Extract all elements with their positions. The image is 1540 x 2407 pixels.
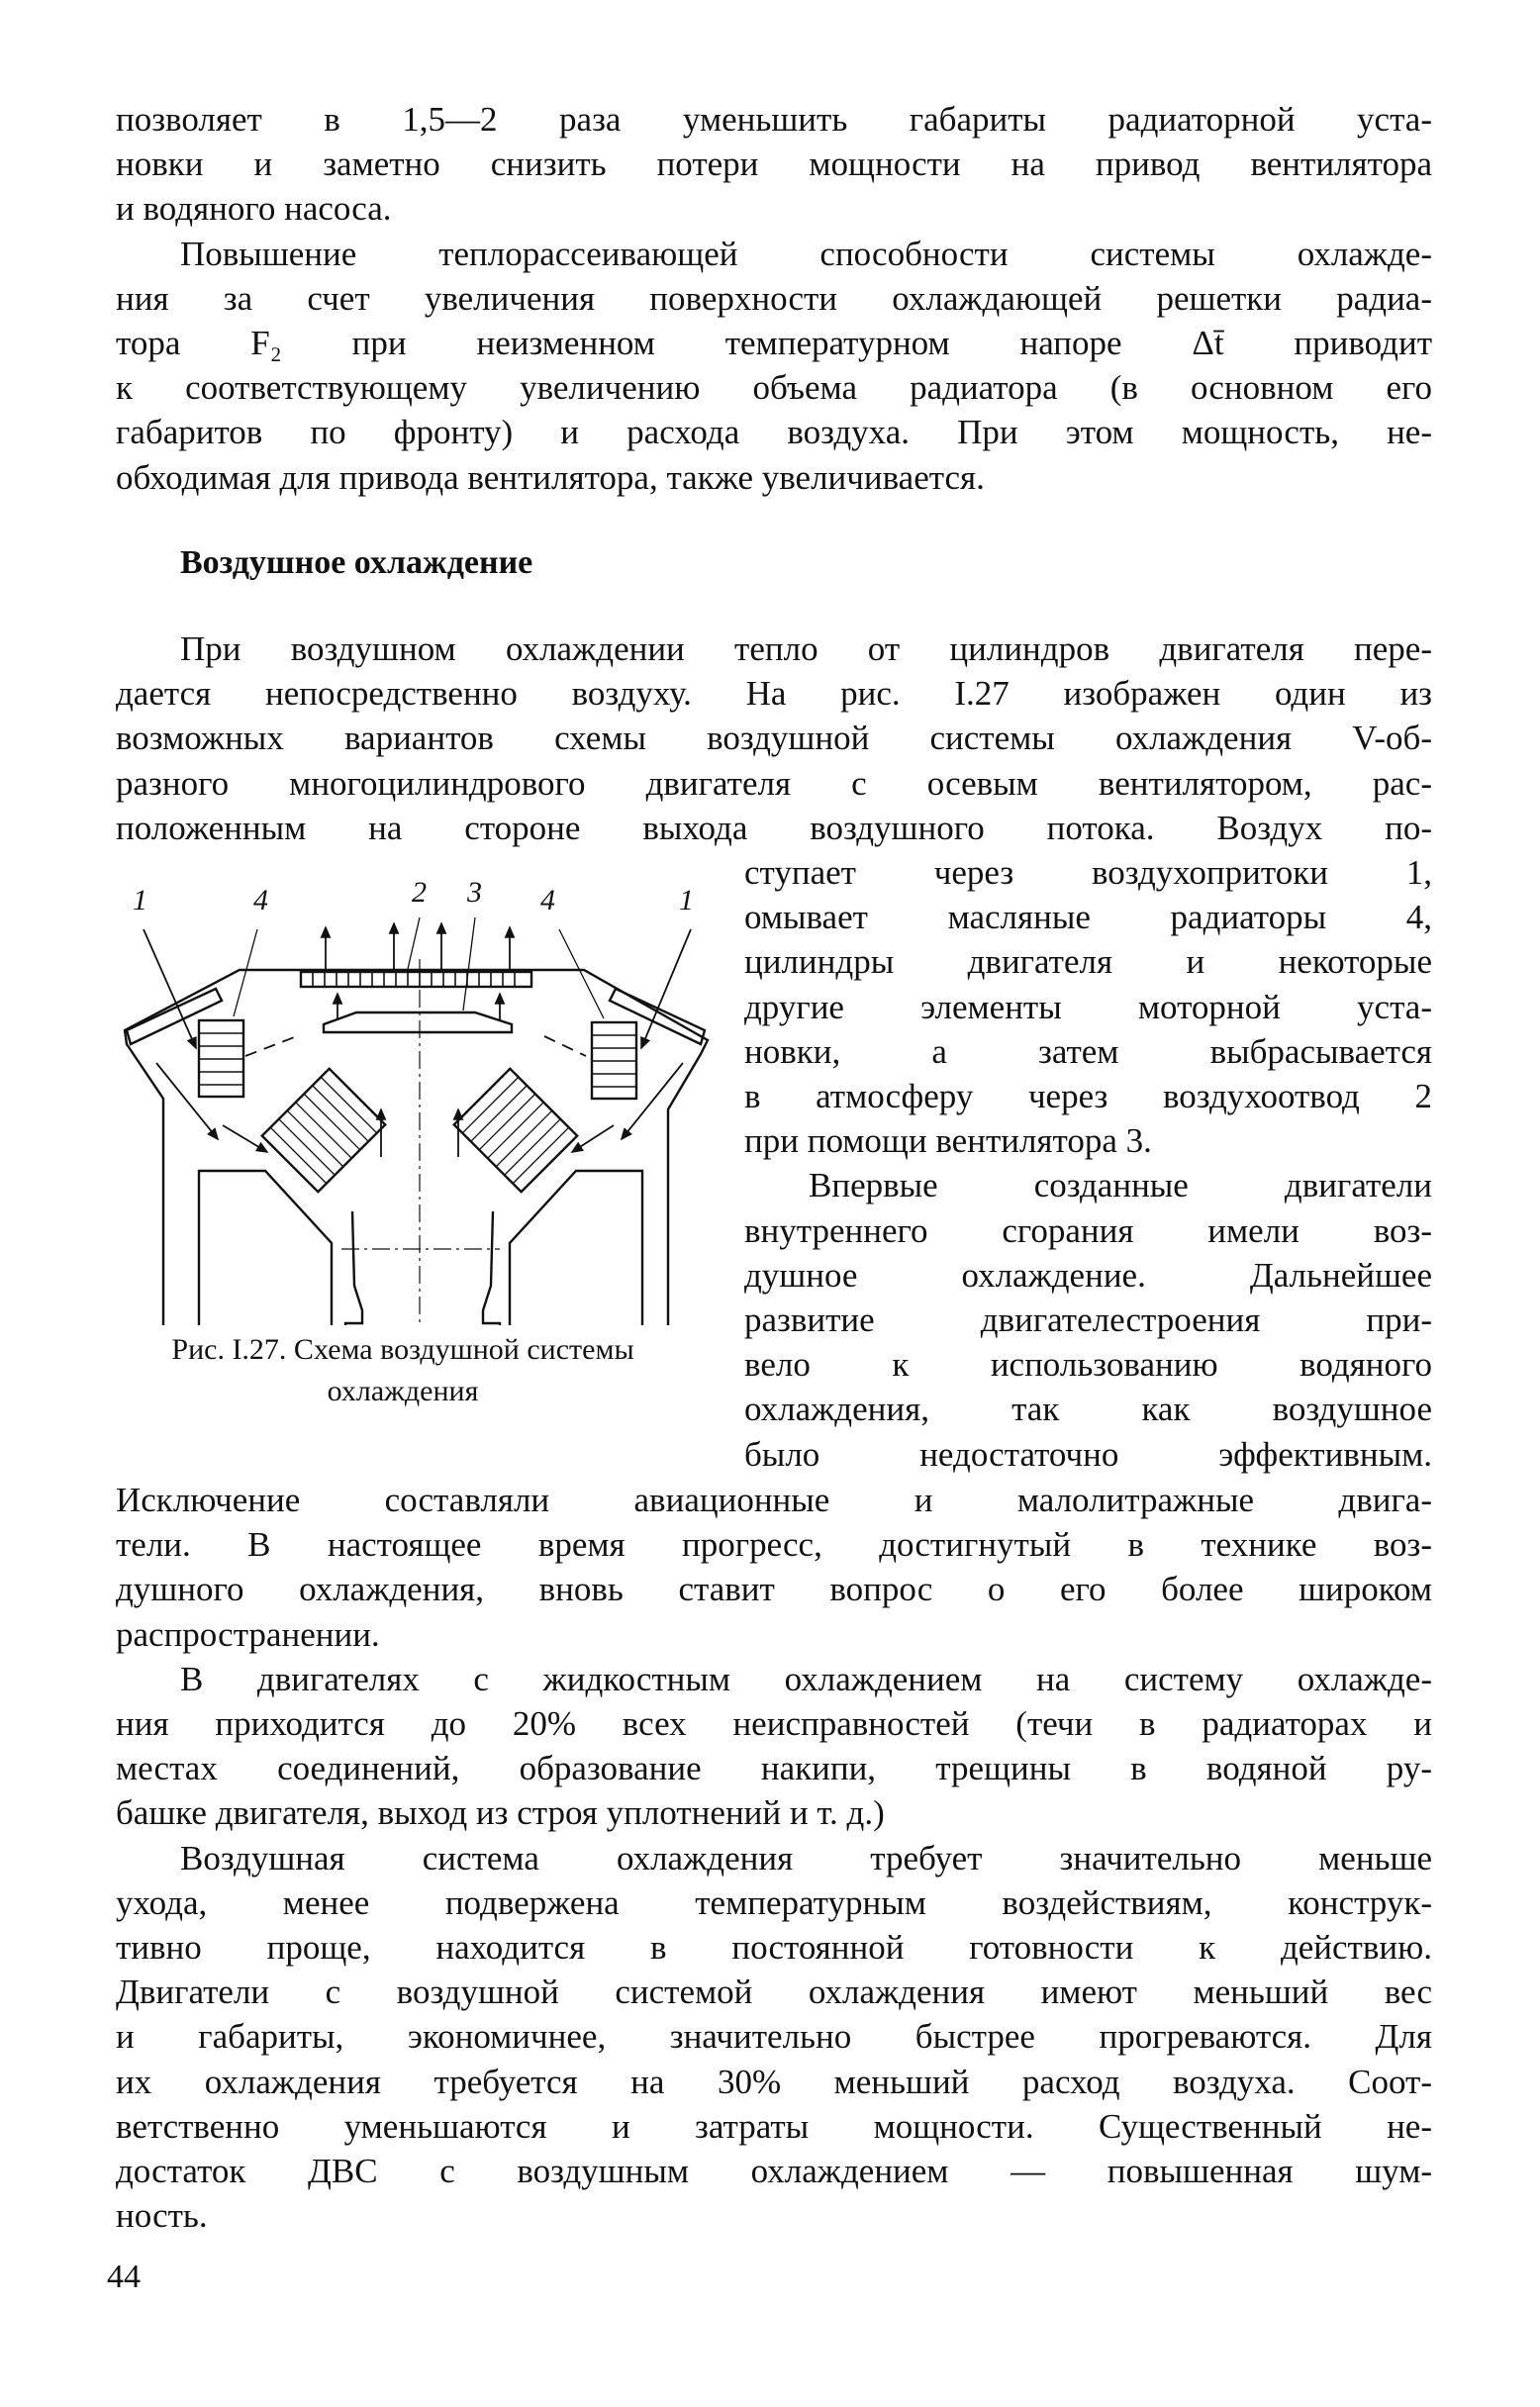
text-line: габаритов по фронту) и расхода воздуха. При этом мощность, не- bbox=[116, 413, 1432, 452]
paragraph bbox=[744, 850, 1432, 1163]
left-crankcase-box bbox=[199, 1171, 332, 1325]
text-line: Повышение теплорассеивающей способности системы охлажде- bbox=[180, 234, 1432, 273]
text-line: ния за счет увеличения поверхности охлаждающей решетки радиа- bbox=[116, 278, 1432, 318]
text-line: разного многоцилиндрового двигателя с осевым вентилятором, рас- bbox=[116, 763, 1432, 803]
text-line: Впервые созданные двигатели bbox=[809, 1166, 1432, 1205]
text-line: Исключение составляли авиационные и малолитражные двига- bbox=[116, 1481, 1432, 1520]
text-line: вело к использованию водяного bbox=[744, 1345, 1432, 1385]
text-line: тели. В настоящее время прогресс, достигнутый в технике воз- bbox=[116, 1525, 1432, 1565]
text-line: было недостаточно эффективным. bbox=[744, 1434, 1432, 1474]
paragraph bbox=[116, 1657, 1432, 1836]
text-line: позволяет в 1,5—2 раза уменьшить габариты радиаторной уста- bbox=[116, 100, 1432, 139]
figure-row bbox=[116, 850, 1432, 1478]
text-line: тивно проще, находится в постоянной готовности к действию. bbox=[116, 1928, 1432, 1968]
text-line: башке двигателя, выход из строя уплотнений и т. д.) bbox=[116, 1793, 885, 1833]
text-line: Воздушная система охлаждения требует значительно меньше bbox=[180, 1838, 1432, 1877]
text-line: развитие двигателестроения при- bbox=[744, 1300, 1432, 1340]
paragraph bbox=[116, 97, 1432, 232]
paragraph bbox=[116, 1836, 1432, 2239]
text-line: в атмосферу через воздухоотвод 2 bbox=[744, 1077, 1432, 1116]
text-line: дается непосредственно воздуху. На рис. I.27 изображен один из bbox=[116, 674, 1432, 714]
text-line: ступает через воздухопритоки 1, bbox=[744, 853, 1432, 893]
text-line: новки и заметно снизить потери мощности на привод вентилятора bbox=[116, 144, 1432, 184]
text-line: обходимая для привода вентилятора, также увеличивается. bbox=[116, 457, 985, 497]
text-line: ухода, менее подвержена температурным воздействиям, конструк- bbox=[116, 1882, 1432, 1922]
right-cylinder bbox=[454, 1069, 577, 1192]
page-number: 44 bbox=[107, 2259, 141, 2295]
text-line: возможных вариантов схемы воздушной системы охлаждения V-об- bbox=[116, 719, 1432, 758]
text-line: ветственно уменьшаются и затраты мощности. Существенный не- bbox=[116, 2106, 1432, 2146]
text-line: к соответствующему увеличению объема радиатора (в основном его bbox=[116, 368, 1432, 408]
figure-label: 4 bbox=[540, 884, 555, 917]
paragraph bbox=[116, 626, 1432, 850]
text-line: достаток ДВС с воздушным охлаждением — повышенная шум- bbox=[116, 2152, 1432, 2191]
text-line: ность. bbox=[116, 2196, 208, 2236]
figure-caption bbox=[111, 1329, 695, 1412]
text-line: новки, а затем выбрасывается bbox=[744, 1031, 1432, 1071]
figure bbox=[116, 850, 744, 1478]
text-line: охлаждения, так как воздушное bbox=[744, 1390, 1432, 1429]
figure-label: 1 bbox=[679, 884, 694, 917]
figure-label: 4 bbox=[253, 884, 268, 917]
fan bbox=[324, 1012, 512, 1032]
text-line: местах соединений, образование накипи, трещины в водяной ру- bbox=[116, 1749, 1432, 1788]
text-line: цилиндры двигателя и некоторые bbox=[744, 942, 1432, 982]
paragraph bbox=[116, 1478, 1432, 1657]
air-cooling-diagram bbox=[99, 850, 722, 1325]
text-line: при помощи вентилятора 3. bbox=[744, 1121, 1152, 1161]
text-line: душного охлаждения, вновь ставит вопрос о его более широком bbox=[116, 1570, 1432, 1609]
text-line: и габариты, экономичнее, значительно быстрее прогреваются. Для bbox=[116, 2017, 1432, 2057]
text-line: душное охлаждение. Дальнейшее bbox=[744, 1255, 1432, 1295]
text-line: омывает масляные радиаторы 4, bbox=[744, 898, 1432, 937]
text-line: тора F₂ при неизменном температурном напоре Δt̄ приводит bbox=[116, 324, 1432, 363]
text-line: другие элементы моторной уста- bbox=[744, 987, 1432, 1026]
air-outlet-grille bbox=[301, 972, 531, 987]
paragraph bbox=[116, 232, 1432, 500]
right-crankcase-box bbox=[510, 1171, 642, 1325]
text-line: Двигатели с воздушной системой охлаждения имеют меньший вес bbox=[116, 1973, 1432, 2012]
caption-line: Рис. I.27. Схема воздушной системы bbox=[171, 1333, 634, 1367]
caption-line: охлаждения bbox=[327, 1375, 479, 1408]
text-line: В двигателях с жидкостным охлаждением на систему охлажде- bbox=[180, 1659, 1432, 1698]
section-heading: Воздушное охлаждение bbox=[180, 543, 533, 581]
text-line: распространении. bbox=[116, 1614, 380, 1654]
crankshaft bbox=[345, 1211, 500, 1325]
left-cylinder bbox=[262, 1069, 385, 1192]
side-text-column bbox=[744, 850, 1432, 1478]
paragraph bbox=[744, 1163, 1432, 1476]
text-line: ния приходится до 20% всех неисправностей (течи в радиаторах и bbox=[116, 1704, 1432, 1744]
text-line: положенным на стороне выхода воздушного потока. Воздух по- bbox=[116, 808, 1432, 847]
text-line: При воздушном охлаждении тепло от цилиндров двигателя пере- bbox=[180, 629, 1432, 669]
figure-label: 3 bbox=[467, 876, 482, 910]
figure-label: 2 bbox=[412, 876, 427, 910]
text-line: внутреннего сгорания имели воз- bbox=[744, 1210, 1432, 1250]
text-line: их охлаждения требуется на 30% меньший расход воздуха. Соот- bbox=[116, 2062, 1432, 2101]
page-body bbox=[116, 97, 1432, 2239]
figure-label: 1 bbox=[133, 884, 147, 917]
text-line: и водяного насоса. bbox=[116, 189, 392, 229]
